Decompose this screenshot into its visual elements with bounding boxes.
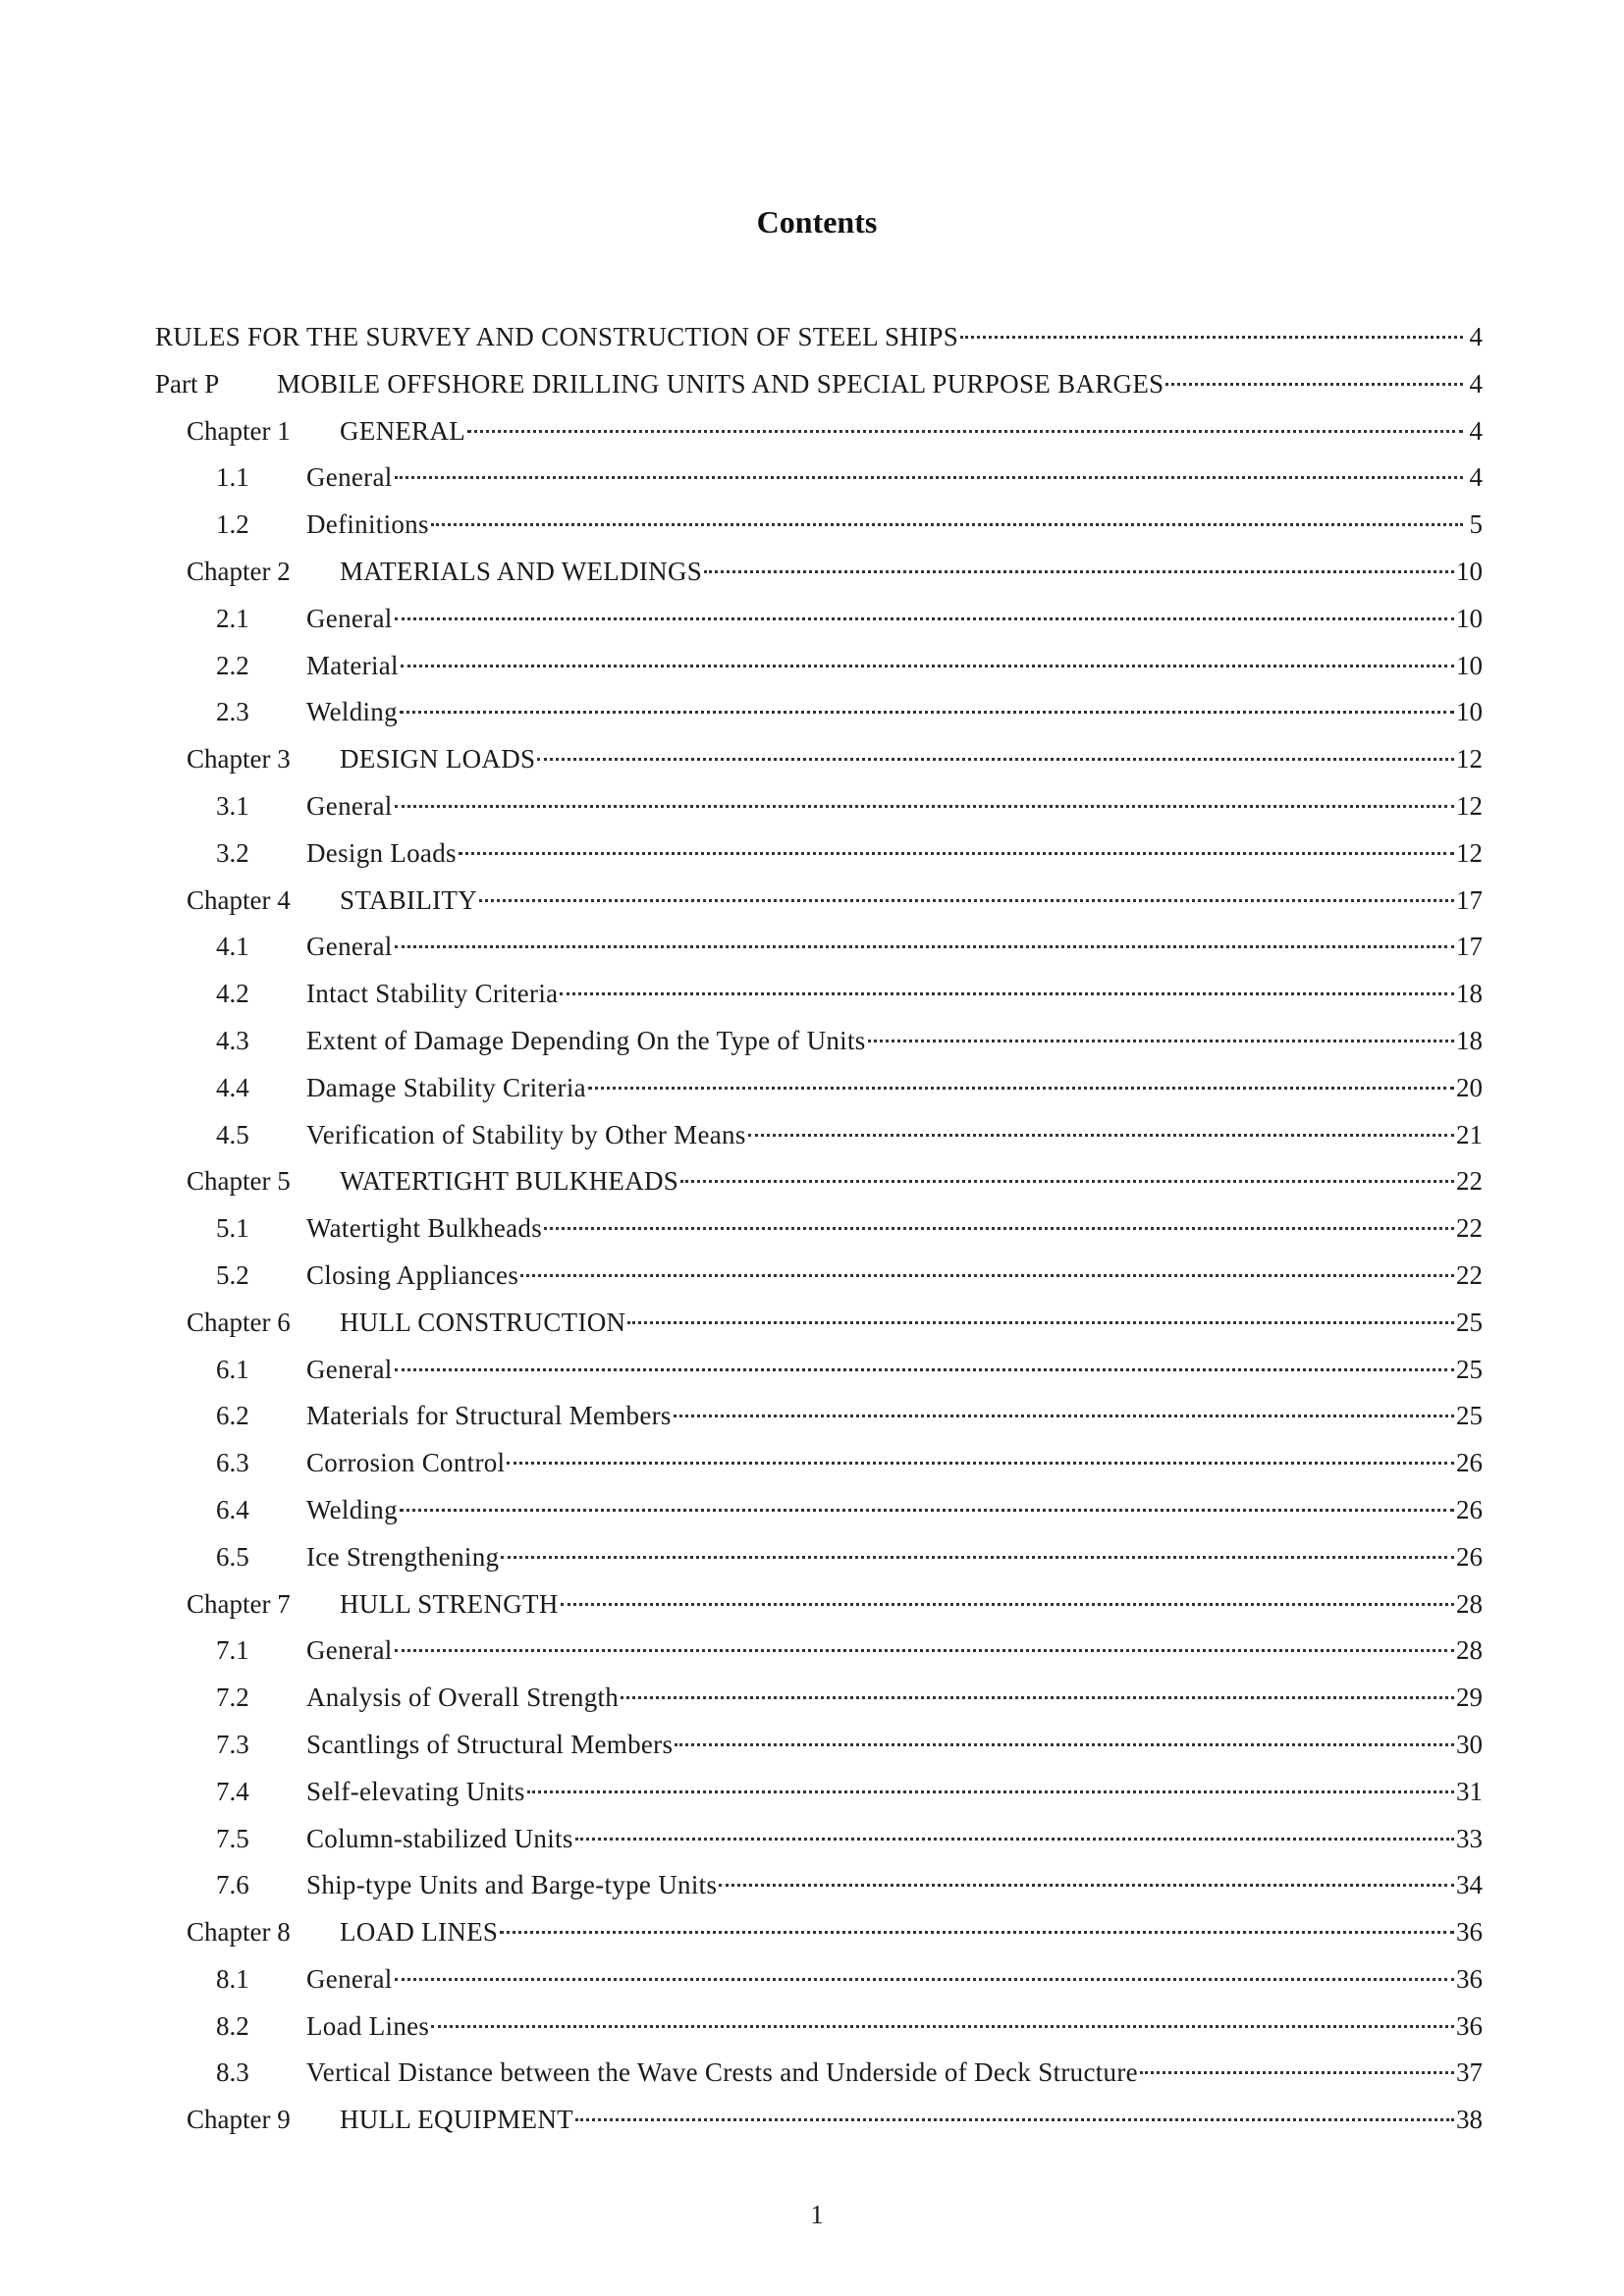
toc-entry-number: 6.3 [216, 1448, 249, 1478]
toc-entry[interactable] [155, 2097, 1483, 2144]
toc-entry-page: 10 [1456, 697, 1483, 727]
toc-entry-label: Material [306, 650, 399, 680]
toc-entry-label: Design Loads [306, 837, 457, 868]
toc-entry-number: 6.2 [216, 1401, 249, 1431]
page-title: Contents [756, 204, 878, 240]
toc-entry-page: 20 [1456, 1072, 1483, 1102]
toc-entry-page: 4 [1469, 415, 1483, 446]
toc-entry-page: 22 [1456, 1166, 1483, 1197]
toc-entry-page: 26 [1456, 1448, 1483, 1478]
toc-entry-page: 34 [1456, 1870, 1483, 1900]
toc-entry-number: 4.4 [216, 1072, 249, 1102]
dot-leader [401, 665, 1454, 667]
toc-entry-number: Chapter 1 [187, 415, 291, 446]
toc-entry-number: 7.3 [216, 1729, 249, 1759]
toc-entry[interactable] [155, 1347, 1483, 1394]
toc-entry-label: HULL EQUIPMENT [340, 2105, 573, 2135]
toc-entry[interactable] [155, 454, 1483, 502]
toc-entry-page: 21 [1456, 1119, 1483, 1149]
dot-leader [868, 1040, 1454, 1042]
toc-entry-page: 17 [1456, 932, 1483, 962]
toc-entry-label: Self-elevating Units [306, 1776, 525, 1806]
dot-leader [704, 570, 1454, 573]
toc-entry-number: 7.1 [216, 1635, 249, 1666]
toc-entry-label: Load Lines [306, 2010, 430, 2041]
toc-entry-label: Welding [306, 697, 398, 727]
toc-entry[interactable] [155, 1393, 1483, 1440]
dot-leader [395, 1368, 1454, 1371]
dot-leader [544, 1227, 1454, 1230]
toc-entry-label: General [306, 603, 393, 633]
toc-entry-page: 10 [1456, 556, 1483, 586]
toc-entry-number: 7.4 [216, 1776, 249, 1806]
toc-entry[interactable] [155, 549, 1483, 596]
toc-entry-label: RULES FOR THE SURVEY AND CONSTRUCTION OF STEEL SHIPS [155, 322, 959, 351]
toc-entry-number: 4.2 [216, 979, 249, 1009]
toc-entry-number: 1.2 [216, 509, 249, 540]
toc-entry-page: 4 [1469, 368, 1483, 399]
toc-entry-number: Chapter 8 [187, 1917, 291, 1948]
toc-entry[interactable] [155, 314, 1483, 361]
toc-entry-number: Chapter 9 [187, 2105, 291, 2135]
toc-entry-label: Damage Stability Criteria [306, 1072, 586, 1102]
dot-leader [588, 1087, 1454, 1090]
toc-entry-label: Column-stabilized Units [306, 1823, 573, 1853]
toc-entry[interactable] [155, 1018, 1483, 1065]
table-of-contents [155, 314, 1483, 2144]
toc-entry-page: 18 [1456, 979, 1483, 1009]
toc-entry[interactable] [155, 361, 1483, 408]
dot-leader [459, 852, 1454, 855]
dot-leader [400, 1509, 1454, 1512]
toc-entry-page: 26 [1456, 1541, 1483, 1572]
toc-entry[interactable] [155, 971, 1483, 1018]
dot-leader [501, 1556, 1454, 1559]
toc-entry-label: Welding [306, 1494, 398, 1524]
toc-entry-number: 2.2 [216, 650, 249, 680]
toc-entry[interactable] [155, 830, 1483, 878]
toc-entry[interactable] [155, 1065, 1483, 1112]
toc-entry[interactable] [155, 1628, 1483, 1675]
toc-entry-page: 28 [1456, 1635, 1483, 1666]
toc-entry-page: 30 [1456, 1729, 1483, 1759]
toc-entry-number: Chapter 6 [187, 1307, 291, 1337]
toc-entry-number: 2.1 [216, 603, 249, 633]
dot-leader [627, 1321, 1454, 1324]
toc-entry-number: 8.1 [216, 1963, 249, 1994]
toc-entry-label: Scantlings of Structural Members [306, 1729, 674, 1759]
toc-entry-page: 25 [1456, 1401, 1483, 1431]
toc-entry[interactable] [155, 1205, 1483, 1253]
toc-entry-label: MATERIALS AND WELDINGS [340, 556, 703, 586]
toc-entry-label: HULL CONSTRUCTION [340, 1307, 626, 1337]
toc-entry-number: Chapter 3 [187, 744, 291, 774]
dot-leader [395, 617, 1454, 620]
dot-leader [1140, 2071, 1454, 2074]
toc-entry[interactable] [155, 736, 1483, 783]
toc-entry-page: 10 [1456, 603, 1483, 633]
toc-entry-label: STABILITY [340, 884, 478, 915]
toc-entry[interactable] [155, 502, 1483, 549]
toc-entry[interactable] [155, 1253, 1483, 1300]
toc-entry-number: 1.1 [216, 462, 249, 493]
dot-leader [500, 1931, 1454, 1934]
dot-leader [575, 1838, 1454, 1841]
toc-entry[interactable] [155, 1112, 1483, 1159]
toc-entry-number: 4.3 [216, 1025, 249, 1055]
toc-entry[interactable] [155, 1722, 1483, 1769]
toc-entry[interactable] [155, 1487, 1483, 1534]
dot-leader [467, 430, 1463, 433]
toc-entry-number: 4.5 [216, 1119, 249, 1149]
toc-entry-label: Ice Strengthening [306, 1541, 500, 1572]
toc-entry[interactable] [155, 1300, 1483, 1347]
toc-entry-page: 28 [1456, 1588, 1483, 1619]
toc-entry-number: Chapter 7 [187, 1588, 291, 1619]
dot-leader [675, 1743, 1454, 1746]
dot-leader [575, 2118, 1454, 2121]
toc-entry[interactable] [155, 924, 1483, 971]
toc-entry-label: MOBILE OFFSHORE DRILLING UNITS AND SPECIAL PURPOSE BARGES [277, 368, 1164, 399]
toc-entry-number: 8.2 [216, 2010, 249, 2041]
toc-entry-label: Analysis of Overall Strength [306, 1682, 620, 1713]
toc-entry[interactable] [155, 1534, 1483, 1581]
toc-entry-number: 7.5 [216, 1823, 249, 1853]
toc-entry-page: 26 [1456, 1494, 1483, 1524]
toc-entry-page: 38 [1456, 2105, 1483, 2135]
toc-entry[interactable] [155, 1909, 1483, 1956]
toc-entry-number: 7.6 [216, 1870, 249, 1900]
toc-entry-label: Watertight Bulkheads [306, 1213, 543, 1244]
toc-entry-page: 12 [1456, 790, 1483, 821]
toc-entry[interactable] [155, 1816, 1483, 1863]
toc-entry[interactable] [155, 2003, 1483, 2051]
dot-leader [400, 711, 1454, 714]
toc-entry[interactable] [155, 1581, 1483, 1629]
toc-entry-number: 5.1 [216, 1213, 249, 1244]
toc-entry-number: 4.1 [216, 932, 249, 962]
toc-entry[interactable] [155, 1675, 1483, 1722]
toc-entry-number: 6.4 [216, 1494, 249, 1524]
dot-leader [507, 1462, 1454, 1465]
toc-entry-label: General [306, 462, 393, 493]
toc-entry-label: General [306, 1354, 393, 1384]
toc-entry[interactable] [155, 2050, 1483, 2097]
toc-entry-label: Extent of Damage Depending On the Type of Units [306, 1025, 866, 1055]
toc-entry-label: Intact Stability Criteria [306, 979, 559, 1009]
toc-entry-page: 22 [1456, 1213, 1483, 1244]
toc-entry-page: 29 [1456, 1682, 1483, 1713]
toc-entry-page: 4 [1469, 322, 1483, 351]
toc-entry-page: 22 [1456, 1259, 1483, 1290]
dot-leader [561, 1603, 1454, 1606]
toc-entry[interactable] [155, 643, 1483, 690]
toc-entry-label: WATERTIGHT BULKHEADS [340, 1166, 679, 1197]
dot-leader [520, 1274, 1454, 1277]
dot-leader [560, 992, 1454, 995]
toc-entry-page: 4 [1469, 462, 1483, 493]
dot-leader [680, 1180, 1454, 1183]
toc-entry-number: 7.2 [216, 1682, 249, 1713]
toc-entry-page: 31 [1456, 1776, 1483, 1806]
toc-entry[interactable] [155, 1440, 1483, 1487]
toc-entry-label: General [306, 1635, 393, 1666]
dot-leader [748, 1134, 1454, 1137]
toc-entry-number: Part P [155, 368, 220, 399]
toc-entry-label: DESIGN LOADS [340, 744, 536, 774]
toc-entry-number: Chapter 5 [187, 1166, 291, 1197]
toc-entry-page: 12 [1456, 744, 1483, 774]
toc-entry-label: Materials for Structural Members [306, 1401, 672, 1431]
toc-entry-label: Definitions [306, 509, 429, 540]
toc-entry[interactable] [155, 783, 1483, 830]
toc-entry-label: Verification of Stability by Other Means [306, 1119, 746, 1149]
dot-leader [431, 523, 1463, 526]
dot-leader [674, 1415, 1454, 1417]
toc-entry-number: 2.3 [216, 697, 249, 727]
dot-leader [479, 899, 1454, 902]
toc-entry-page: 33 [1456, 1823, 1483, 1853]
toc-entry-page: 18 [1456, 1025, 1483, 1055]
toc-entry-number: 5.2 [216, 1259, 249, 1290]
dot-leader [395, 1978, 1454, 1981]
toc-entry[interactable] [155, 1862, 1483, 1909]
toc-entry-number: 8.3 [216, 2057, 249, 2088]
dot-leader [960, 336, 1463, 339]
dot-leader [395, 476, 1463, 479]
dot-leader [395, 1649, 1454, 1652]
toc-entry-label: GENERAL [340, 415, 466, 446]
toc-entry-page: 5 [1469, 509, 1483, 540]
toc-entry-page: 36 [1456, 2010, 1483, 2041]
toc-entry-page: 25 [1456, 1307, 1483, 1337]
toc-entry-label: HULL STRENGTH [340, 1588, 559, 1619]
dot-leader [395, 805, 1454, 808]
toc-entry-label: General [306, 932, 393, 962]
dot-leader [395, 945, 1454, 948]
page-number: 1 [810, 2200, 824, 2229]
dot-leader [621, 1696, 1454, 1699]
toc-entry-page: 17 [1456, 884, 1483, 915]
toc-entry-number: 6.1 [216, 1354, 249, 1384]
toc-entry[interactable] [155, 1158, 1483, 1205]
toc-entry-page: 37 [1456, 2057, 1483, 2088]
toc-entry-label: Corrosion Control [306, 1448, 506, 1478]
toc-entry[interactable] [155, 596, 1483, 643]
toc-entry-number: 3.1 [216, 790, 249, 821]
toc-entry[interactable] [155, 1769, 1483, 1816]
toc-entry-number: Chapter 4 [187, 884, 291, 915]
toc-entry-number: Chapter 2 [187, 556, 291, 586]
toc-entry-label: LOAD LINES [340, 1917, 499, 1948]
toc-entry[interactable] [155, 408, 1483, 455]
toc-entry-label: General [306, 790, 393, 821]
dot-leader [719, 1884, 1454, 1887]
dot-leader [431, 2025, 1454, 2028]
toc-entry[interactable] [155, 689, 1483, 736]
toc-entry-page: 25 [1456, 1354, 1483, 1384]
toc-entry-page: 12 [1456, 837, 1483, 868]
toc-entry-label: General [306, 1963, 393, 1994]
toc-entry[interactable] [155, 1956, 1483, 2003]
toc-entry-label: Closing Appliances [306, 1259, 519, 1290]
dot-leader [527, 1790, 1454, 1793]
toc-entry-page: 10 [1456, 650, 1483, 680]
toc-entry-label: Vertical Distance between the Wave Crests and Underside of Deck Structure [306, 2057, 1138, 2088]
toc-entry-label: Ship-type Units and Barge-type Units [306, 1870, 718, 1900]
toc-entry-page: 36 [1456, 1963, 1483, 1994]
toc-entry-number: 3.2 [216, 837, 249, 868]
toc-entry-page: 36 [1456, 1917, 1483, 1948]
toc-entry-number: 6.5 [216, 1541, 249, 1572]
toc-entry[interactable] [155, 878, 1483, 925]
dot-leader [1165, 383, 1463, 386]
dot-leader [537, 758, 1454, 761]
